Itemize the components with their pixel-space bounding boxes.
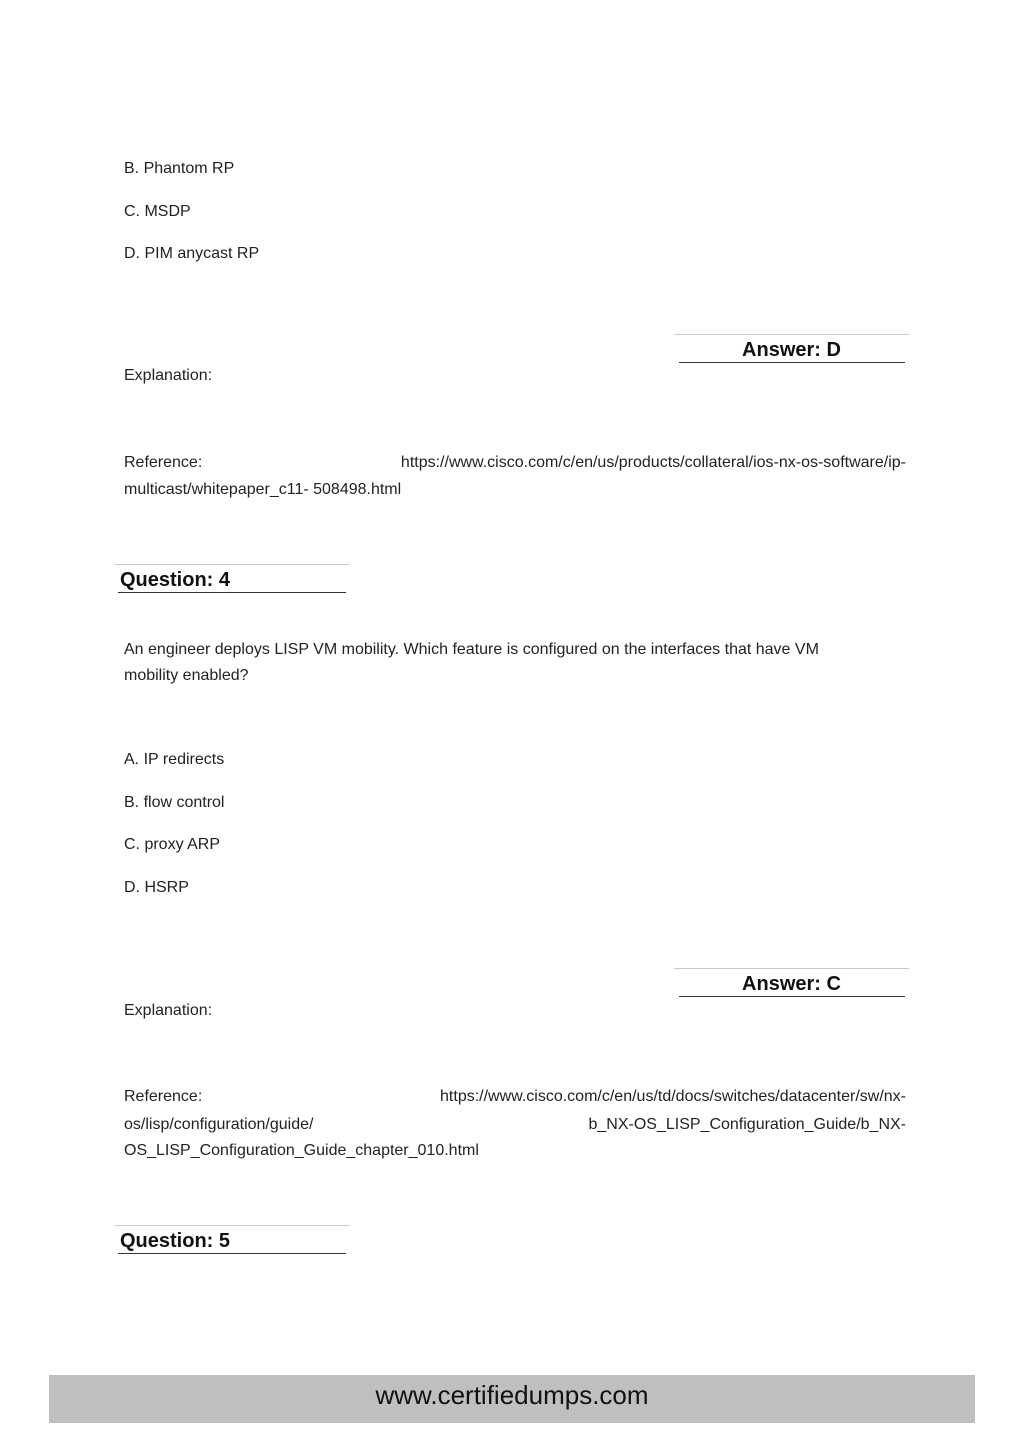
answer-box <box>674 334 909 363</box>
option-b: B. flow control <box>124 794 225 811</box>
question-heading <box>115 1225 350 1254</box>
reference-link[interactable]: https://www.cisco.com/c/en/us/products/collateral/ios-nx-os-software/ip- <box>400 454 906 471</box>
option-c: C. MSDP <box>124 203 191 220</box>
question-title: Question: 5 <box>120 1230 231 1252</box>
option-d: D. HSRP <box>124 879 189 896</box>
footer-site-link[interactable]: www.certifiedumps.com <box>375 1380 649 1410</box>
reference-label: Reference: <box>124 454 203 471</box>
reference-label: Reference: <box>124 1088 203 1105</box>
reference-row-2 <box>124 1115 906 1135</box>
answer-label: Answer: C <box>742 973 841 995</box>
option-d: D. PIM anycast RP <box>124 245 260 262</box>
reference-link[interactable]: https://www.cisco.com/c/en/us/td/docs/switches/datacenter/sw/nx- <box>440 1088 906 1105</box>
answer-box <box>674 968 909 997</box>
reference-link-continued[interactable]: OS_LISP_Configuration_Guide_chapter_010.html <box>124 1142 479 1159</box>
question-heading <box>115 564 350 593</box>
option-b: B. Phantom RP <box>124 160 235 177</box>
question-text-continued: mobility enabled? <box>124 667 249 684</box>
footer-banner <box>49 1375 975 1423</box>
reference-link-part[interactable]: b_NX-OS_LISP_Configuration_Guide/b_NX- <box>588 1116 906 1133</box>
reference-link-part[interactable]: os/lisp/configuration/guide/ <box>124 1116 314 1133</box>
option-c: C. proxy ARP <box>124 836 221 853</box>
reference-link-continued[interactable]: multicast/whitepaper_c11- 508498.html <box>124 481 402 498</box>
reference-row <box>124 453 906 473</box>
reference-row <box>124 1087 906 1107</box>
option-a: A. IP redirects <box>124 751 225 768</box>
answer-label: Answer: D <box>742 339 841 361</box>
explanation-label: Explanation: <box>124 1002 213 1019</box>
explanation-label: Explanation: <box>124 367 213 384</box>
question-text: An engineer deploys LISP VM mobility. Which feature is configured on the interfaces that have VM <box>124 641 819 658</box>
question-title: Question: 4 <box>120 569 231 591</box>
